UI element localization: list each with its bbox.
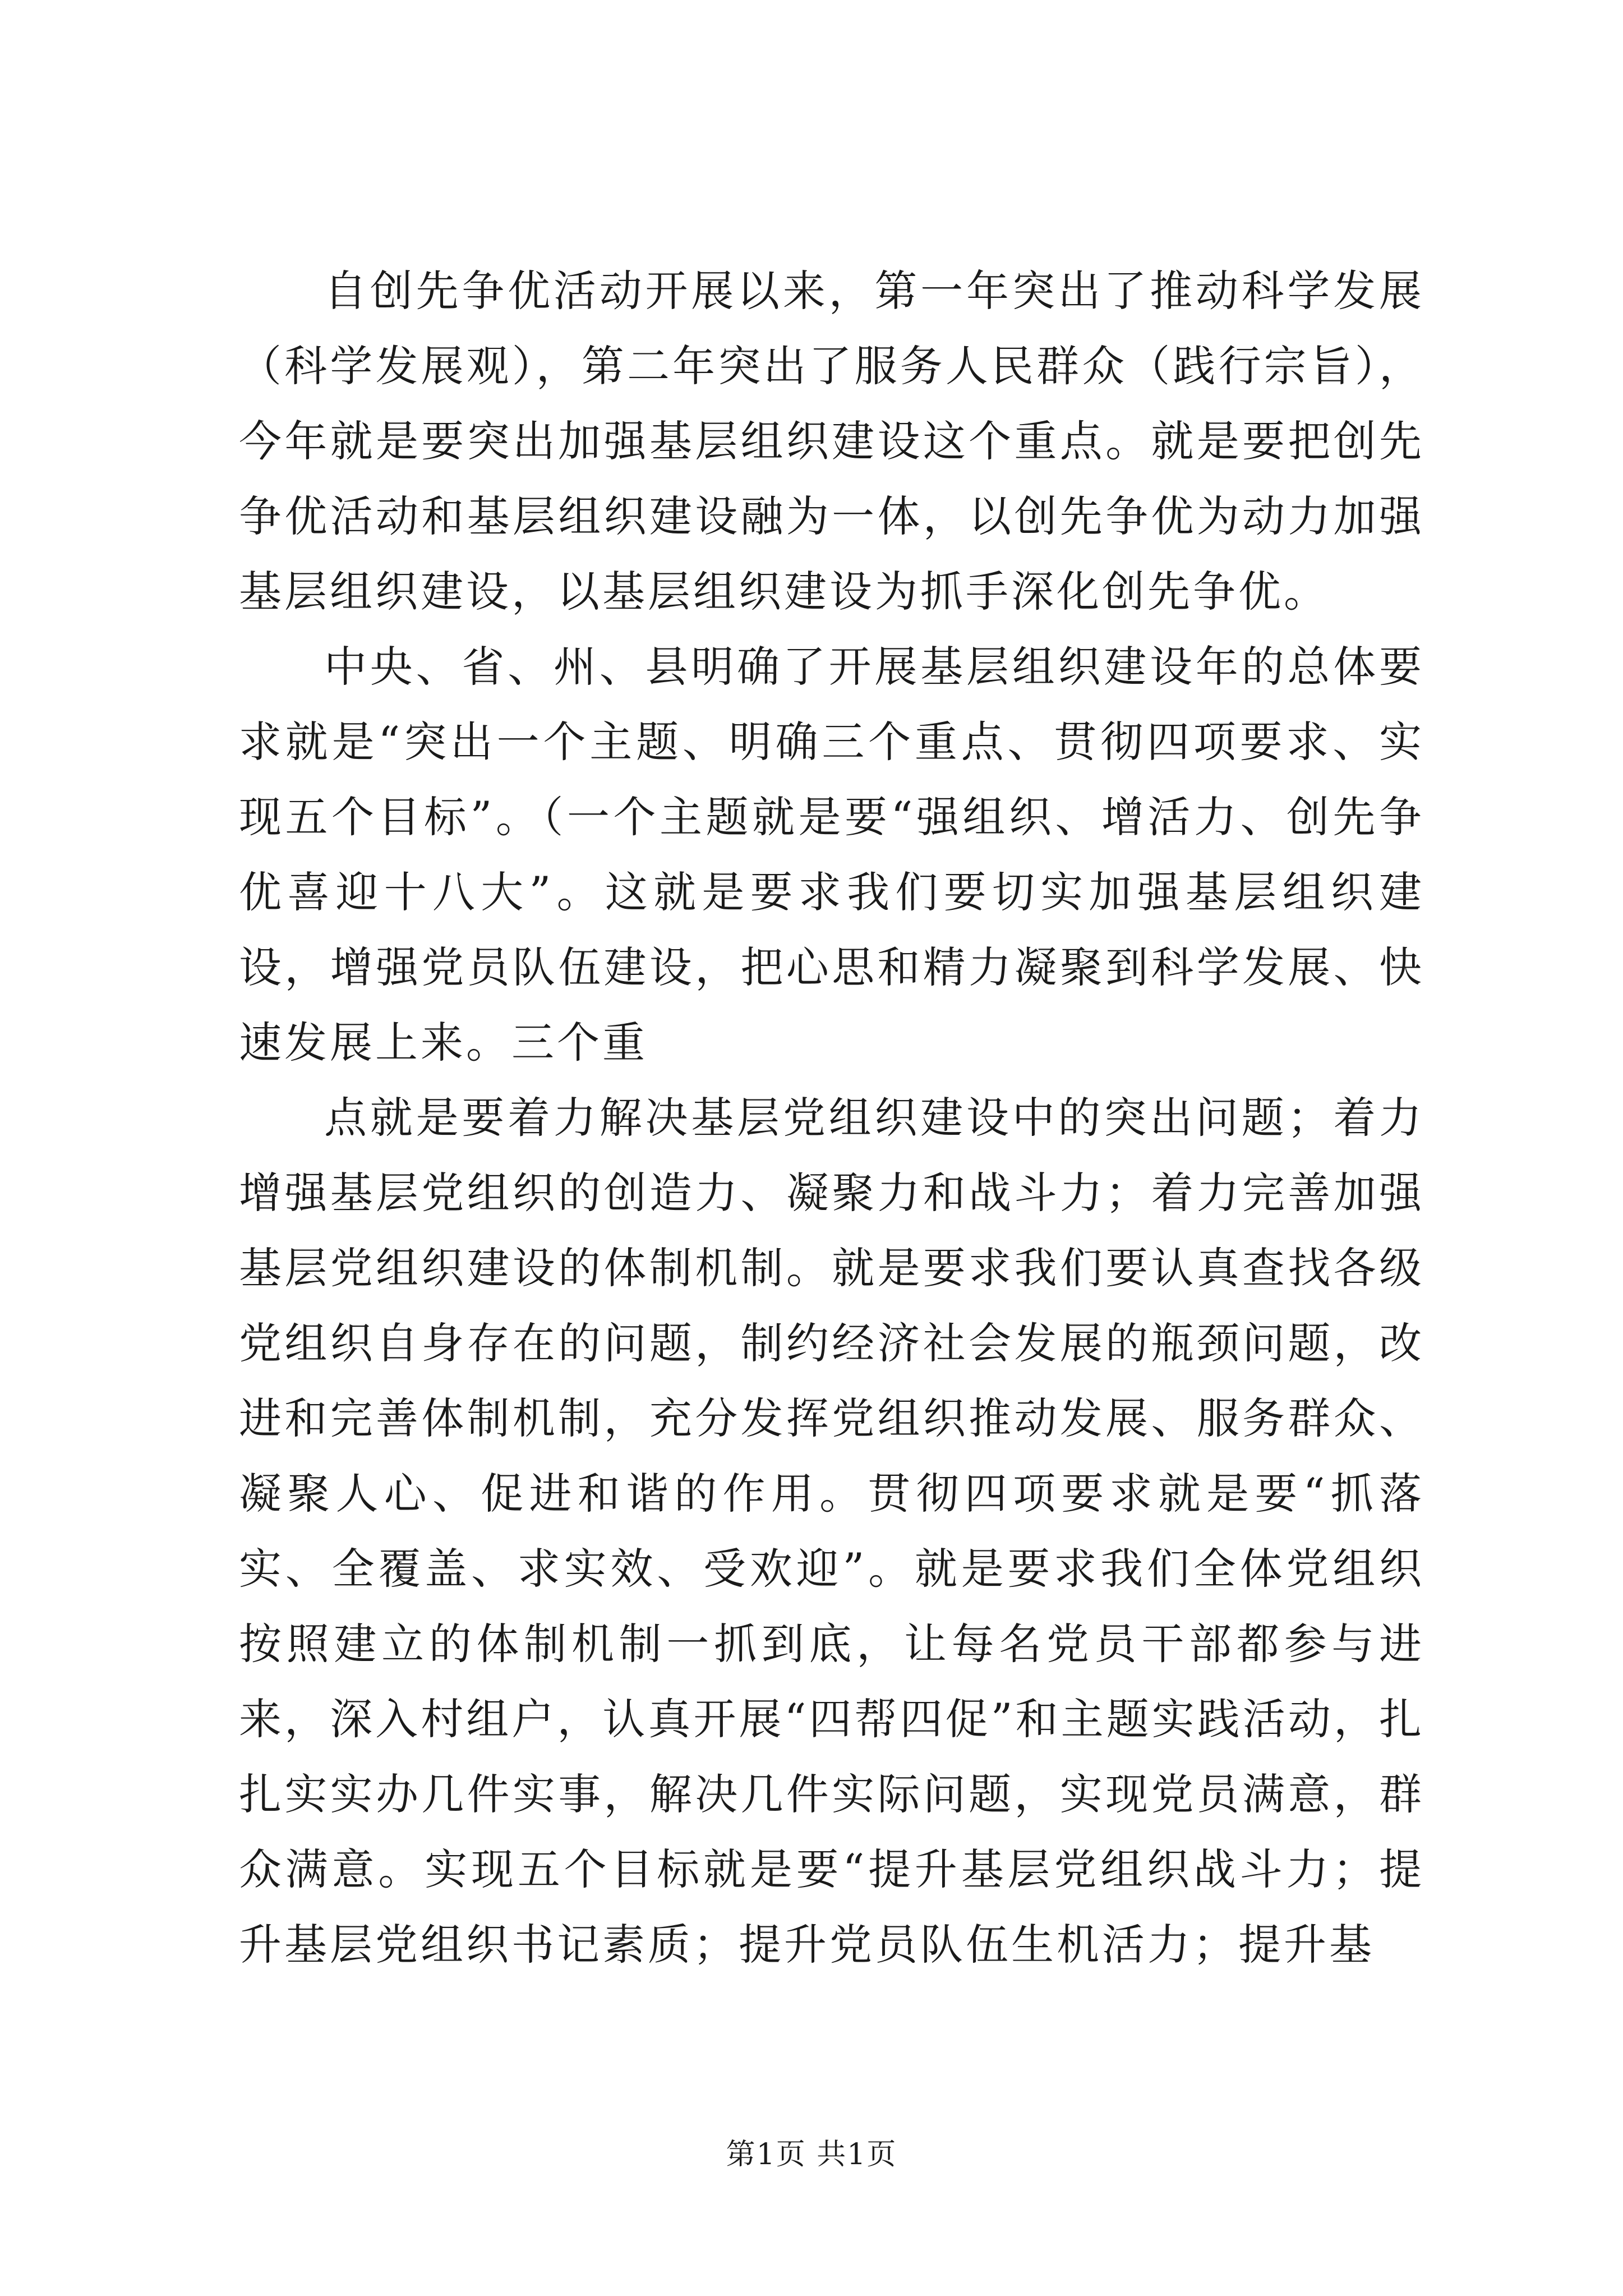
paragraph-intro: 自创先争优活动开展以来，第一年突出了推动科学发展（科学发展观），第二年突出了服务人民群众（践行宗旨），今年就是要突出加强基层组织建设这个重点。就是要把创先争优活动和基层组织建设融为一体，以创先争优为动力加强基层组织建设，以基层组织建设为抓手深化创先争优。: [239, 266, 1424, 616]
paragraph-overall-requirements: 中央、省、州、县明确了开展基层组织建设年的总体要求就是“突出一个主题、明确三个重点、贯彻四项要求、实现五个目标”。（一个主题就是要“强组织、增活力、创先争优喜迎十八大”。这就是要求我们要切实加强基层组织建设，增强党员队伍建设，把心思和精力凝聚到科学发展、快速发展上来。三个重: [239, 642, 1424, 1068]
paragraph-key-points: 点就是要着力解决基层党组织建设中的突出问题；着力增强基层党组织的创造力、凝聚力和战斗力；着力完善加强基层党组织建设的体制机制。就是要求我们要认真查找各级党组织自身存在的问题，制约经济社会发展的瓶颈问题，改进和完善体制机制，充分发挥党组织推动发展、服务群众、凝聚人心、促进和谐的作用。贯彻四项要求就是要“抓落实、全覆盖、求实效、受欢迎”。就是要求我们全体党组织按照建立的体制机制一抓到底，让每名党员干部都参与进来，深入村组户，认真开展“四帮四促”和主题实践活动，扎扎实实办几件实事，解决几件实际问题，实现党员满意，群众满意。实现五个目标就是要“提升基层党组织战斗力；提升基层党组织书记素质；提升党员队伍生机活力；提升基: [239, 1093, 1424, 1970]
document-body: [239, 254, 1424, 1982]
page-number-footer: 第1页 共1页: [726, 2138, 897, 2171]
